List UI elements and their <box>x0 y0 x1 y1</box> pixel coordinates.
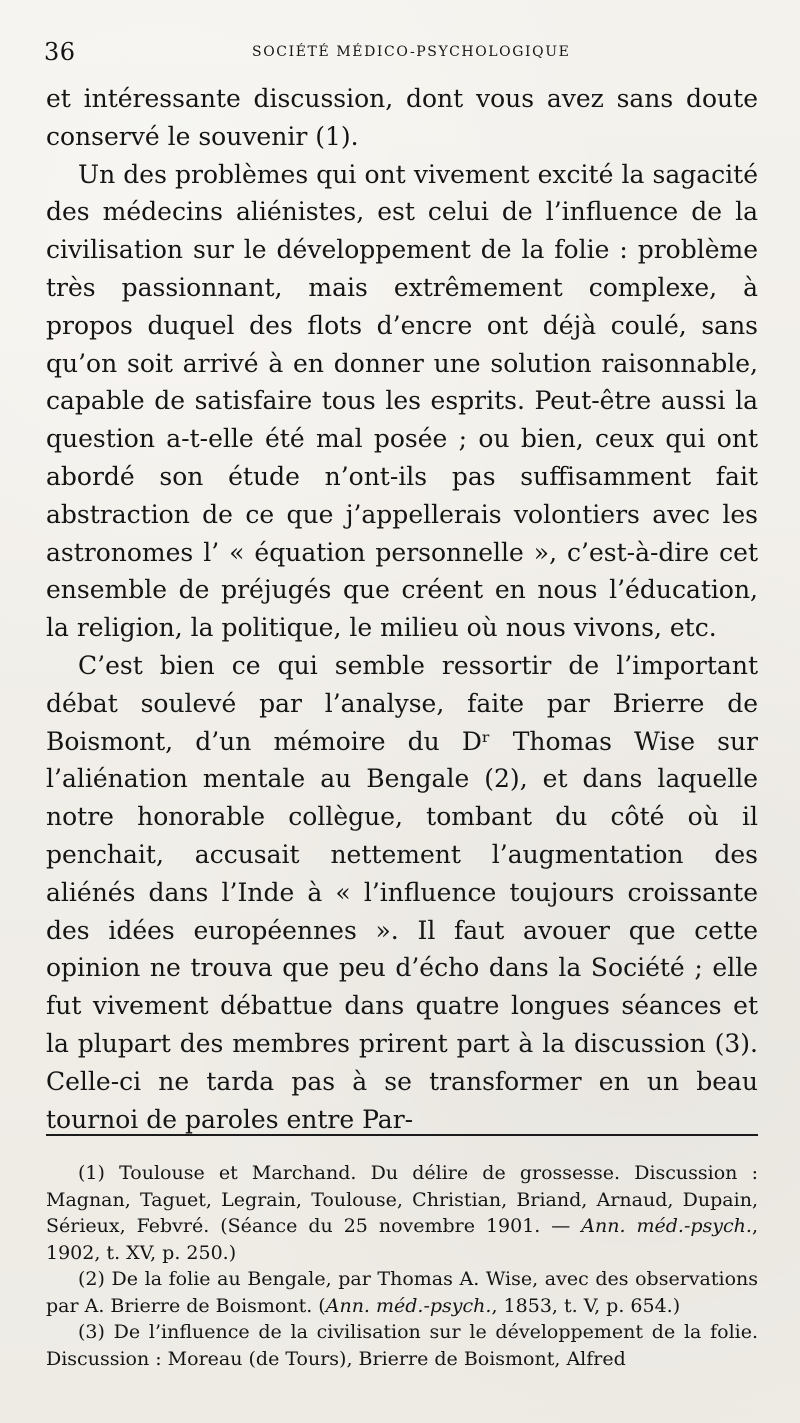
footnote-2-tail: , 1853, t. V, p. 654.) <box>491 1294 681 1317</box>
running-head <box>44 38 756 66</box>
footnote-1-journal: Ann. méd.-psych. <box>581 1215 752 1237</box>
page-number: 36 <box>44 38 76 66</box>
footnote-1-tail: , 1902, t. XV, p. 250.) <box>46 1215 758 1264</box>
paragraph-bengal-debate: C’est bien ce qui semble ressortir de l’important débat soulevé par l’analyse, faite par Brierre de Boismont, d’un mémoire du Dʳ Thomas Wise sur l’aliénation mentale au Bengale (2), et dans laquelle notre honorable collègue, tombant du côté où il penchait, accusait nettement l’augmentation des aliénés dans l’Inde à « l’influence toujours croissante des idées européennes ». Il faut avouer que cette opinion ne trouva que peu d’écho dans la Société ; elle fut vivement débattue dans quatre longues séances et la plupart des membres prirent part à la discussion (3). Celle-ci ne tarda pas à se transformer en un beau tournoi de paroles entre Par- <box>46 650 758 1134</box>
footnote-2 <box>46 1266 758 1319</box>
paragraph-continued: et intéressante discussion, dont vous avez sans doute conservé le souvenir (1). <box>46 84 758 151</box>
footnote-3: (3) De l’influence de la civilisation sur le développement de la folie. Discussion : Moreau (de Tours), Brierre de Boismont, Alfred <box>46 1321 758 1370</box>
main-text <box>46 80 758 1138</box>
footnote-1-text: (1) Toulouse et Marchand. Du délire de grossesse. Discussion : Magnan, Taguet, Legrain, Toulouse, Christian, Briand, Arnaud, Dupain, Sérieux, Febvré. (Séance du 25 novembre 1901. — <box>46 1162 758 1237</box>
paragraph-civilisation-question: Un des problèmes qui ont vivement excité la sagacité des médecins aliénistes, est celui de l’influence de la civilisation sur le développement de la folie : problème très passionnant, mais extrêmement complexe, à propos duquel des flots d’encre ont déjà coulé, sans qu’on soit arrivé à en donner une solution raisonnable, capable de satisfaire tous les esprits. Peut-être aussi la question a-t-elle été mal posée ; ou bien, ceux qui ont abordé son étude n’ont-ils pas suffisamment fait abstraction de ce que j’appellerais volontiers avec les astronomes l’ « équation personnelle », c’est-à-dire cet ensemble de préjugés que créent en nous l’éducation, la religion, la politique, le milieu où nous vivons, etc. <box>46 159 758 643</box>
footnote-2-journal: Ann. méd.-psych. <box>325 1294 492 1317</box>
running-title: SOCIÉTÉ MÉDICO-PSYCHOLOGIQUE <box>252 44 571 60</box>
footnote-separator <box>46 1134 758 1136</box>
footnotes <box>46 1160 758 1372</box>
footnote-1 <box>46 1160 758 1266</box>
footnote-2-text: (2) De la folie au Bengale, par Thomas A. Wise, avec des observations par A. Brierre de Boismont. ( <box>46 1268 758 1317</box>
